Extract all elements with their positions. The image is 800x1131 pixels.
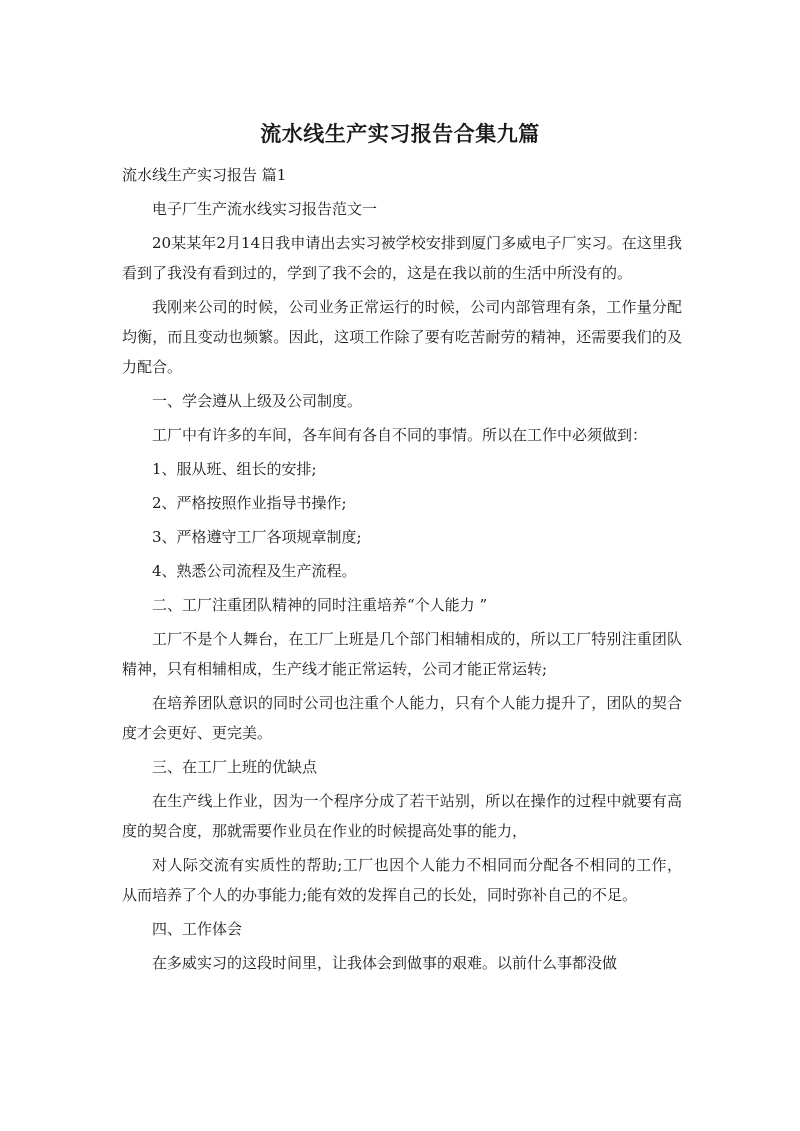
paragraph: 三、在工厂上班的优缺点 [152, 758, 318, 776]
paragraph: 四、工作体会 [152, 920, 243, 938]
paragraph: 在培养团队意识的同时公司也注重个人能力，只有个人能力提升了，团队的契合度才会更好、更完美。 [122, 694, 682, 742]
paragraph: 工厂不是个人舞台，在工厂上班是几个部门相辅相成的，所以工厂特别注重团队精神，只有相辅相成，生产线才能正常运转，公司才能正常运转; [122, 630, 682, 678]
paragraph: 工厂中有许多的车间，各车间有各自不同的事情。所以在工作中必须做到： [152, 426, 648, 444]
list-item: 1、服从班、组长的安排; [152, 460, 317, 478]
paragraph: 在生产线上作业，因为一个程序分成了若干站别，所以在操作的过程中就要有高度的契合度，那就需要作业员在作业的时候提高处事的能力， [122, 792, 682, 840]
list-item: 3、严格遵守工厂各项规章制度; [152, 528, 362, 546]
document-body [122, 160, 682, 982]
paragraph: 一、学会遵从上级及公司制度。 [152, 392, 363, 410]
paragraph: 对人际交流有实质性的帮助;工厂也因个人能力不相同而分配各不相同的工作，从而培养了个人的办事能力;能有效的发挥自己的长处，同时弥补自己的不足。 [122, 856, 682, 904]
document-title: 流水线生产实习报告合集九篇 [260, 122, 540, 146]
paragraph: 20某某年2月14日我申请出去实习被学校安排到厦门多威电子厂实习。在这里我看到了我没有看到过的，学到了我不会的，这是在我以前的生活中所没有的。 [122, 234, 682, 282]
paragraph: 在多威实习的这段时间里，让我体会到做事的艰难。以前什么事都没做 [152, 954, 618, 972]
paragraph: 我刚来公司的时候，公司业务正常运行的时候，公司内部管理有条，工作量分配均衡，而且变动也频繁。因此，这项工作除了要有吃苦耐劳的精神，还需要我们的及力配合。 [122, 298, 682, 376]
list-item: 2、严格按照作业指导书操作; [152, 494, 347, 512]
paragraph: 电子厂生产流水线实习报告范文一 [152, 200, 378, 218]
paragraph: 二、工厂注重团队精神的同时注重培养“个人能力 ” [152, 596, 488, 614]
section-heading: 流水线生产实习报告 篇1 [122, 166, 287, 184]
list-item: 4、熟悉公司流程及生产流程。 [152, 562, 357, 580]
